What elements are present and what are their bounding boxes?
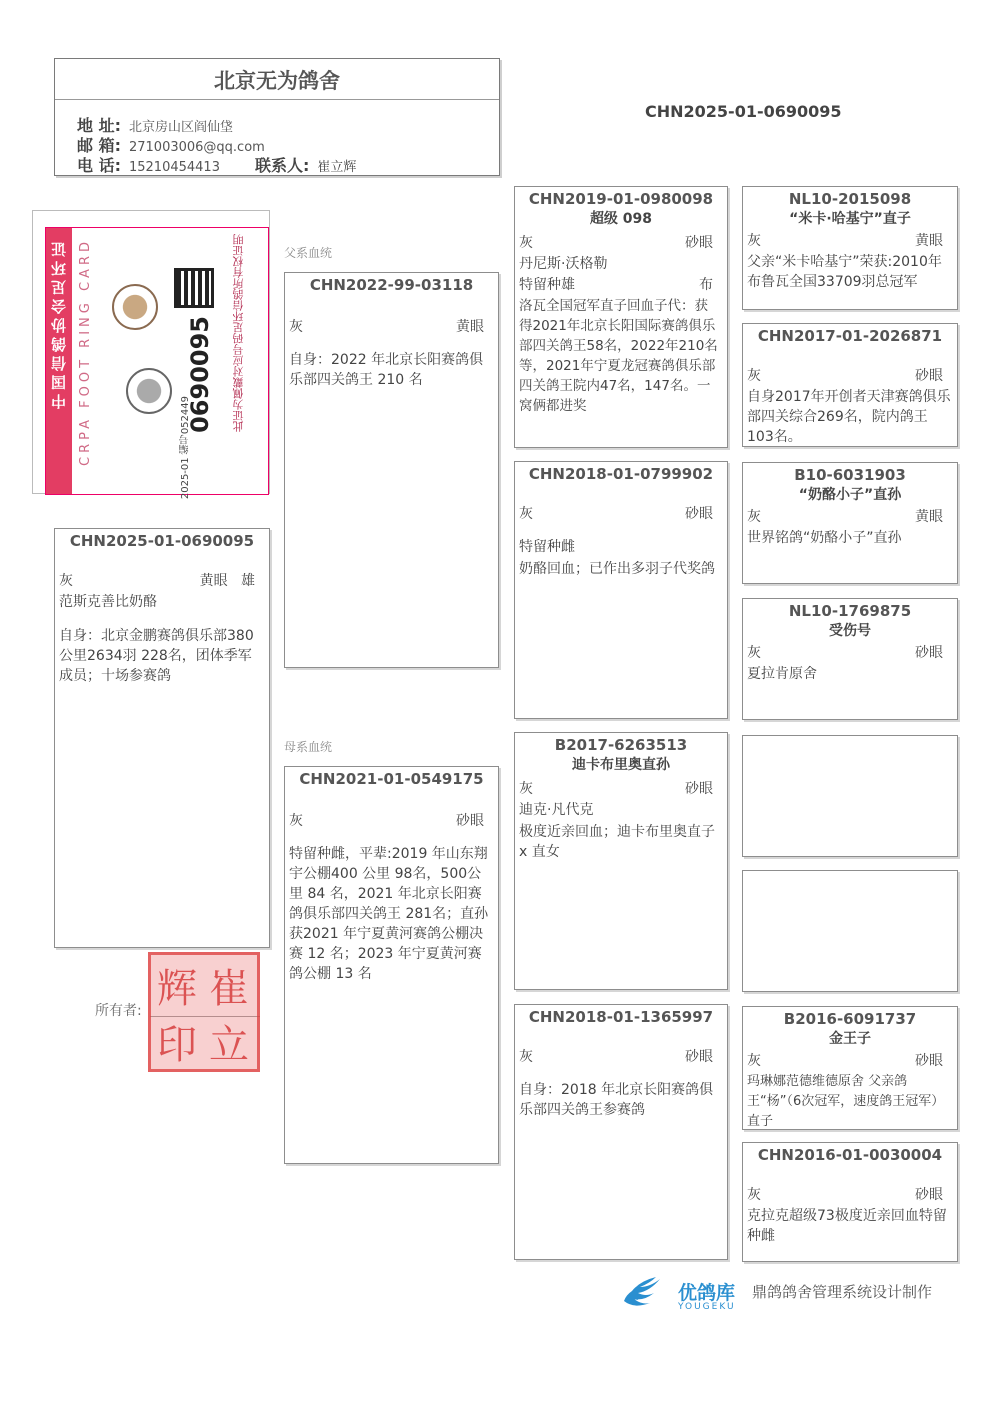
- owner-seal-stamp: [148, 952, 260, 1072]
- pigeon-box-sds: [742, 462, 958, 584]
- seal-char: 崔: [209, 966, 249, 1012]
- pigeon-notes: 世界铭鸽“奶酪小子”直孙: [747, 530, 902, 546]
- pigeon-notes: 奶酪回血；已作出多羽子代奖鸽: [519, 561, 715, 577]
- footer-brand: 优鸽库: [678, 1282, 736, 1304]
- contact-value: 崔立辉: [317, 160, 357, 175]
- pigeon-eye: 黄眼: [915, 233, 943, 249]
- pigeon-strain: 丹尼斯·沃格勒: [519, 256, 608, 272]
- pigeon-notes: 夏拉肯原舍: [747, 666, 817, 682]
- pigeon-eye: 砂眼: [915, 645, 943, 661]
- pigeon-box-dam-sire: [514, 732, 728, 990]
- email-label: 邮 箱:: [77, 136, 121, 155]
- pigeon-name: 超级 098: [589, 211, 653, 227]
- loft-header: [54, 58, 500, 176]
- ring-card-title-cn: 中国信鸽协会足环证: [50, 238, 68, 409]
- pigeon-notes: 特留种雌，平辈:2019 年山东翔宇公棚400 公里 98名，500公里 84 名，2021 年北京长阳赛鸽俱乐部四关鸽王 281名；直孙获2021 年宁夏黄河赛鸽公棚决赛 12 名；2023 年宁夏黄河赛鸽公棚 13 名: [289, 846, 489, 982]
- pigeon-notes: 玛琳娜范德维德原舍 父亲鸽王“杨”（6次冠军，速度鸽王冠军）直子: [747, 1074, 945, 1129]
- pigeon-color: 灰: [59, 573, 73, 589]
- pigeon-eye: 黄眼: [199, 573, 228, 589]
- pigeon-eye: 砂眼: [915, 1053, 943, 1069]
- pigeon-sex: 雄: [241, 573, 255, 589]
- pigeon-box-dds: [742, 1006, 958, 1130]
- pigeon-color: 灰: [519, 235, 533, 251]
- pigeon-box-sss: [742, 186, 958, 310]
- seal-char: 立: [209, 1022, 249, 1068]
- phone-value: 15210454413: [128, 160, 220, 175]
- pigeon-color: 灰: [289, 813, 303, 829]
- pigeon-box-sire: [284, 272, 499, 668]
- pigeon-box-ssd: [742, 323, 958, 447]
- seal-char: 印: [157, 1022, 197, 1068]
- pigeon-box-dam-dam: [514, 1004, 728, 1260]
- pigeon-name: 金王子: [829, 1031, 871, 1047]
- pigeon-color: 灰: [519, 506, 533, 522]
- phone-label: 电 话:: [77, 156, 121, 175]
- pigeon-ring: CHN2019-01-0980098: [528, 190, 714, 208]
- pigeon-eye: 砂眼: [685, 781, 713, 797]
- contact-label: 联系人:: [255, 156, 310, 175]
- pigeon-eye: 砂眼: [915, 368, 943, 384]
- pigeon-ring: CHN2022-99-03118: [309, 276, 474, 294]
- pedigree-ring-number: CHN2025-01-0690095: [645, 102, 842, 121]
- pigeon-ring: B2017-6263513: [554, 736, 688, 754]
- pigeon-breeder-note: 特留种雄: [519, 277, 575, 293]
- pigeon-color: 灰: [747, 509, 761, 525]
- pigeon-name: “米卡·哈基宁”直子: [789, 211, 911, 227]
- pigeon-eye: 砂眼: [915, 1187, 943, 1203]
- pigeon-notes: 父亲“米卡哈基宁”荣获:2010年布鲁瓦全国33709羽总冠军: [747, 254, 942, 290]
- email-value: 271003006@qq.com: [128, 140, 265, 155]
- pigeon-ring: CHN2017-01-2026871: [757, 327, 943, 345]
- footer-credit: 鼎鸽鸽舍管理系统设计制作: [752, 1283, 933, 1301]
- ring-card-number: 0690095: [186, 316, 214, 433]
- pigeon-eye: 黄眼: [456, 319, 484, 335]
- pigeon-color: 灰: [747, 645, 761, 661]
- pigeon-eye: 砂眼: [685, 235, 713, 251]
- owner-label: 所有者:: [95, 1003, 142, 1019]
- pigeon-ring: B2016-6091737: [783, 1010, 917, 1028]
- pigeon-eye: 砂眼: [685, 1049, 713, 1065]
- yougeku-logo-icon: [620, 1275, 670, 1309]
- pigeon-notes: 自身：2018 年北京长阳赛鸽俱乐部四关鸽王参赛鸽: [519, 1082, 714, 1118]
- pigeon-color: 灰: [747, 368, 761, 384]
- pigeon-notes: 极度近亲回血；迪卡布里奥直子 x 直女: [519, 824, 715, 860]
- ring-card-title-en: CRPA FOOT RING CARD: [78, 238, 93, 466]
- pigeon-strain: 迪克·凡代克: [519, 802, 594, 818]
- pigeon-box-ddd: [742, 1142, 958, 1262]
- ring-card-small-number: 2025-01 编号052449: [180, 396, 191, 500]
- globe-pigeon-icon: [126, 368, 172, 414]
- address-value: 北京房山区阎仙垡: [128, 120, 233, 135]
- pigeon-name: “奶酪小子”直孙: [798, 487, 902, 503]
- pigeon-notes: 自身2017年开创者天津赛鸽俱乐部四关综合269名，院内鸽王103名。: [747, 389, 951, 445]
- footer-brand-en: YOUGEKU: [678, 1302, 736, 1312]
- pigeon-strain: 范斯克善比奶酪: [59, 594, 157, 610]
- pigeon-color: 灰: [747, 1187, 761, 1203]
- ring-card-notice: 此证为佩戴对应号码足环信鸽所有权证明: [232, 234, 245, 432]
- pigeon-box-sire-dam: [514, 461, 728, 719]
- ring-card: [32, 210, 270, 500]
- pigeon-ring: NL10-1769875: [788, 602, 912, 620]
- seal-char: 辉: [157, 966, 197, 1012]
- pigeon-notes: 自身：北京金鹏赛鸽俱乐部380公里2634羽 228名，团体季军成员；十场参赛鸽: [59, 628, 254, 684]
- pigeon-box-sire-sire: [514, 186, 728, 448]
- pigeon-ring: NL10-2015098: [788, 190, 912, 208]
- qr-code-icon: [174, 268, 214, 308]
- pigeon-breeder-note: 特留种雌: [519, 539, 575, 555]
- pigeon-color: 灰: [519, 1049, 533, 1065]
- pigeon-notes: 自身：2022 年北京长阳赛鸽俱乐部四关鸽王 210 名: [289, 352, 484, 388]
- pigeon-ring: CHN2018-01-1365997: [528, 1008, 714, 1026]
- pigeon-box-dsd-empty: [742, 870, 958, 992]
- pigeon-name: 受伤号: [829, 623, 871, 639]
- pigeon-ring: CHN2025-01-0690095: [69, 532, 255, 550]
- pigeon-color: 灰: [289, 319, 303, 335]
- pigeon-ring: B10-6031903: [794, 466, 906, 484]
- pigeon-box-sdd: [742, 598, 958, 720]
- pigeon-color: 灰: [747, 233, 761, 249]
- ring-card-inner: [45, 227, 269, 500]
- pigeon-name: 迪卡布里奥直孙: [572, 757, 670, 773]
- pigeon-eye: 黄眼: [915, 509, 943, 525]
- pigeon-ring: CHN2016-01-0030004: [757, 1146, 943, 1164]
- pigeon-ring: CHN2021-01-0549175: [299, 770, 484, 788]
- crpa-logo-icon: [112, 284, 158, 330]
- contact-row: [255, 153, 356, 176]
- dam-line-label: 母系血统: [284, 740, 333, 754]
- pigeon-color: 灰: [747, 1053, 761, 1069]
- header-divider: [55, 99, 499, 100]
- sire-line-label: 父系血统: [284, 246, 333, 260]
- phone-row: [77, 153, 220, 176]
- pigeon-eye: 砂眼: [685, 506, 713, 522]
- pigeon-box-dam: [284, 766, 499, 1164]
- pigeon-notes: 克拉克超级73极度近亲回血特留种雌: [747, 1208, 947, 1244]
- pigeon-color: 灰: [519, 781, 533, 797]
- pigeon-box-self: [54, 528, 270, 948]
- pigeon-box-dss-empty: [742, 735, 958, 857]
- pigeon-notes: 洛瓦全国冠军直子回血子代：获得2021年北京长阳国际赛鸽俱乐部四关鸽王58名，2022年210名等，2021年宁夏龙冠赛鸽俱乐部四关鸽王院内47名，147名。一窝俩都进奖: [519, 298, 718, 414]
- address-label: 地 址:: [77, 116, 121, 135]
- pigeon-breeder-note-right: 布: [699, 277, 713, 293]
- pigeon-ring: CHN2018-01-0799902: [528, 465, 714, 483]
- loft-name: 北京无为鸽舍: [214, 69, 340, 93]
- pigeon-eye: 砂眼: [456, 813, 484, 829]
